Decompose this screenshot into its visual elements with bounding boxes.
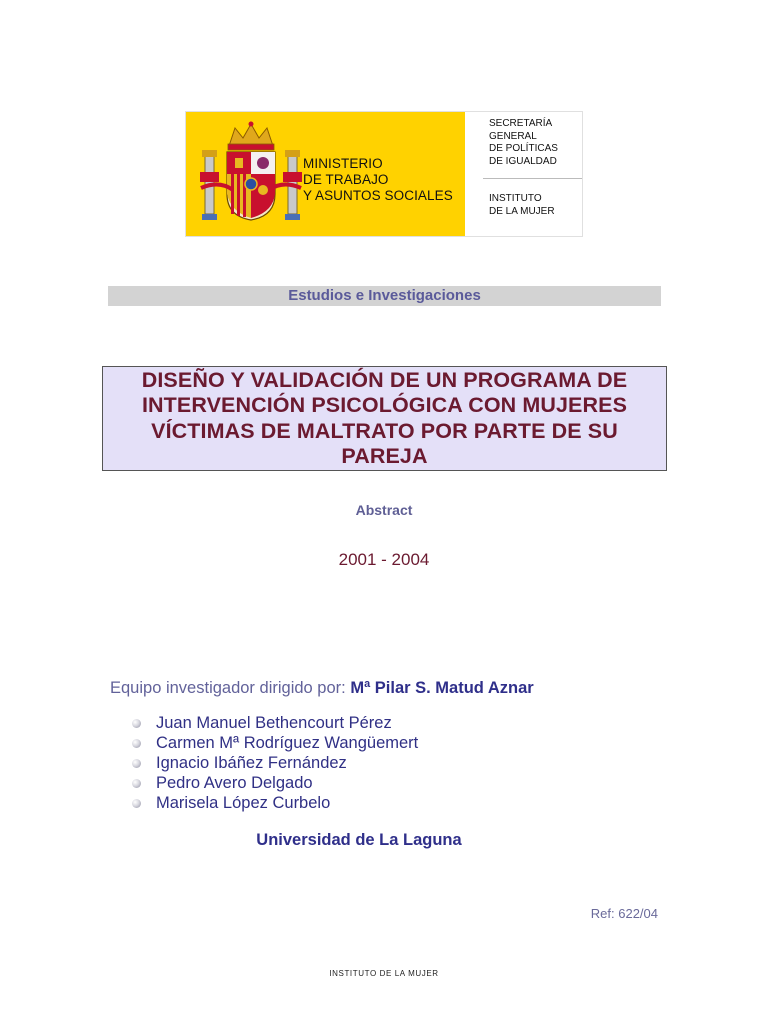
ministry-name: MINISTERIO DE TRABAJO Y ASUNTOS SOCIALES: [303, 156, 453, 203]
study-years: 2001 - 2004: [338, 550, 430, 569]
document-title-box: [102, 366, 667, 471]
list-item: Ignacio Ibáñez Fernández: [132, 753, 418, 773]
research-team-label: Equipo investigador dirigido por:: [110, 679, 351, 697]
ministry-logo-banner: [185, 111, 583, 237]
series-banner: Estudios e Investigaciones: [108, 286, 661, 306]
institute-name: INSTITUTO DE LA MUJER: [489, 193, 555, 217]
reference-number: Ref: 622/04: [590, 906, 658, 921]
bullet-icon: [132, 719, 141, 728]
list-item: Pedro Avero Delgado: [132, 773, 418, 793]
bullet-icon: [132, 759, 141, 768]
team-members-list: [132, 713, 418, 813]
logo-divider: [483, 178, 583, 179]
ministry-logo-white-panel: [465, 112, 582, 236]
coat-of-arms-icon: [199, 120, 303, 226]
list-item: Marisela López Curbelo: [132, 793, 418, 813]
secretariat-name: SECRETARÍA GENERAL DE POLÍTICAS DE IGUALDAD: [489, 118, 558, 167]
ministry-logo-yellow-panel: [186, 112, 465, 236]
bullet-icon: [132, 799, 141, 808]
document-title: DISEÑO Y VALIDACIÓN DE UN PROGRAMA DE INTERVENCIÓN PSICOLÓGICA CON MUJERES VÍCTIMAS DE MALTRATO POR PARTE DE SU PAREJA: [141, 367, 628, 468]
research-team-line: [110, 679, 534, 698]
abstract-label: Abstract: [355, 502, 413, 518]
bullet-icon: [132, 739, 141, 748]
university-name: Universidad de La Laguna: [256, 831, 462, 849]
bullet-icon: [132, 779, 141, 788]
list-item: Carmen Mª Rodríguez Wangüemert: [132, 733, 418, 753]
page-footer: INSTITUTO DE LA MUJER: [329, 969, 439, 978]
research-director: Mª Pilar S. Matud Aznar: [350, 679, 534, 697]
list-item: Juan Manuel Bethencourt Pérez: [132, 713, 418, 733]
